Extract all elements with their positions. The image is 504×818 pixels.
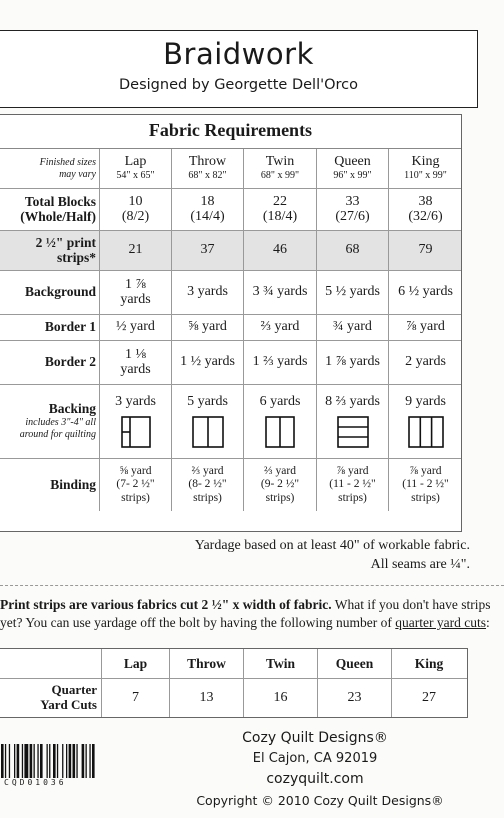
size-note-line-2: may vary (59, 168, 96, 180)
total-blocks-label-line-1: Total Blocks (24, 194, 96, 210)
barcode-text: CQD01036 (4, 778, 67, 787)
size-note-cell (0, 149, 100, 188)
backing-yardage: 6 yards (259, 394, 301, 410)
border2-label: Border 2 (44, 354, 96, 370)
quarter-header: Queen (318, 649, 392, 678)
backing-label: Backing (48, 401, 96, 417)
yardage-unit: yards (120, 361, 151, 377)
size-name: King (411, 154, 440, 170)
company-url[interactable]: cozyquilt.com (266, 771, 364, 787)
total-blocks-label (0, 189, 100, 230)
barcode-bar (24, 744, 28, 778)
block-split: (18/4) (262, 208, 298, 224)
backing-yardage: 9 yards (405, 394, 446, 410)
binding-cell (317, 459, 389, 511)
yardage: 1 ⅔ yards (252, 354, 308, 370)
barcode-bar (62, 744, 63, 778)
binding-strip-count: (9- 2 ½" (260, 478, 300, 491)
binding-yardage: ⅞ yard (409, 465, 442, 478)
binding-row (0, 459, 461, 511)
quarter-label-cell (0, 679, 102, 717)
company-city: El Cajon, CA 92019 (252, 751, 378, 766)
total-blocks-cell (317, 189, 389, 230)
size-name: Queen (334, 154, 371, 170)
strips-note-text: What if you don't have strips yet? You can use yardage off the bolt by having the following number of (0, 597, 491, 630)
barcode-bar (92, 744, 95, 778)
size-name: Lap (124, 154, 147, 170)
barcode-bar (22, 744, 23, 778)
block-count: 18 (200, 193, 215, 209)
total-blocks-cell (244, 189, 317, 230)
barcode-bar (1, 744, 4, 778)
barcode-bar (14, 744, 15, 778)
binding-strip-unit: strips) (193, 491, 222, 504)
quarter-value: 7 (102, 679, 170, 717)
barcode-bar (49, 744, 50, 778)
strips-note-bold: Print strips are various fabrics cut 2 ½" x width of fabric. (0, 597, 332, 612)
quarter-value: 13 (170, 679, 244, 717)
border1-label: Border 1 (44, 319, 96, 335)
yardage: 6 ½ yards (398, 284, 453, 300)
border1-cell: ⅞ yard (406, 319, 445, 335)
backing-yardage: 3 yards (115, 394, 156, 410)
barcode-bar (17, 744, 20, 778)
fabric-requirements-heading: Fabric Requirements (0, 115, 461, 149)
yardage: 3 ¾ yards (252, 284, 308, 300)
background-row (0, 271, 461, 315)
size-cell (244, 149, 317, 188)
size-cell (172, 149, 244, 188)
border1-cell: ¾ yard (317, 315, 389, 340)
total-blocks-row (0, 189, 461, 231)
barcode-icon (0, 744, 124, 778)
binding-label-cell (0, 459, 100, 511)
print-strips-label-line-2: strips* (56, 249, 96, 265)
size-cell (389, 149, 462, 188)
quarter-header-blank (0, 649, 102, 678)
total-blocks-label-line-2: (Whole/Half) (20, 208, 96, 224)
binding-cell (244, 459, 317, 511)
yardage-fraction: 1 ⅞ (125, 276, 146, 292)
pattern-title: Braidwork (163, 37, 314, 71)
block-split: (27/6) (335, 208, 370, 224)
barcode-bar (53, 744, 56, 778)
quarter-value: 23 (318, 679, 392, 717)
backing-note-line-1: includes 3"-4" all (25, 416, 96, 428)
border2-cell (100, 341, 172, 384)
quarter-label-line-2: Yard Cuts (40, 697, 97, 712)
size-name: Throw (188, 154, 227, 170)
yardage: 1 ½ yards (180, 354, 235, 370)
border1-row (0, 315, 461, 341)
strips-note-underlined: quarter yard cuts (395, 615, 487, 630)
binding-yardage: ⅔ yard (191, 465, 224, 478)
dashed-divider (0, 585, 504, 586)
size-dimensions: 96" x 99" (333, 170, 372, 182)
size-note-line-1: Finished sizes (39, 156, 96, 168)
binding-label: Binding (50, 476, 96, 492)
yardage: 1 ⅞ yards (325, 354, 380, 370)
yardage: 2 yards (405, 354, 446, 370)
quarter-header: King (414, 655, 444, 671)
background-label-cell (0, 271, 100, 314)
barcode-bar (69, 744, 72, 778)
backing-lap-icon (121, 416, 151, 448)
binding-strip-count: (7- 2 ½" (116, 478, 155, 491)
background-cell (317, 271, 389, 314)
size-dimensions: 54" x 65" (116, 170, 155, 182)
block-split: (8/2) (121, 208, 150, 224)
barcode-bar (9, 744, 10, 778)
quarter-header-row (0, 649, 467, 679)
title-box (0, 30, 478, 108)
barcode-bar (57, 744, 58, 778)
total-blocks-cell (100, 189, 172, 230)
block-split: (32/6) (408, 208, 443, 224)
binding-yardage: ⅞ yard (336, 465, 369, 478)
strips-note (0, 596, 500, 632)
copyright: Copyright © 2010 Cozy Quilt Designs® (196, 793, 444, 808)
print-strips-row (0, 231, 461, 271)
barcode-bar (86, 744, 87, 778)
sizes-row (0, 149, 461, 189)
barcode-bar (66, 744, 67, 778)
backing-cell (244, 385, 317, 458)
backing-yardage: 8 ⅔ yards (325, 394, 380, 410)
binding-strip-unit: strips) (411, 491, 440, 504)
backing-twin-icon (265, 416, 295, 448)
barcode-bar (34, 744, 35, 778)
backing-cell (172, 385, 244, 458)
binding-cell (100, 459, 172, 511)
quarter-header: Twin (244, 649, 318, 678)
binding-strip-unit: strips) (265, 491, 295, 504)
strips-note-end: : (486, 615, 490, 630)
background-label: Background (24, 284, 96, 300)
barcode-bar (82, 744, 85, 778)
backing-cell (389, 385, 462, 458)
designer-credit: Designed by Georgette Dell'Orco (119, 77, 358, 93)
yardage-fraction: 1 ⅛ (125, 346, 146, 362)
binding-strip-count: (11 - 2 ½" (329, 478, 376, 491)
yardage-unit: yards (120, 291, 151, 307)
size-cell (317, 149, 389, 188)
block-count: 33 (345, 193, 360, 209)
yardage: 5 ½ yards (325, 284, 380, 300)
quarter-value: 27 (422, 690, 436, 705)
size-name: Twin (265, 154, 295, 170)
barcode-bar (37, 744, 38, 778)
yardage-note-line-1: Yardage based on at least 40" of workable fabric. (194, 538, 470, 553)
barcode-bar (47, 744, 48, 778)
quarter-label-line-1: Quarter (51, 682, 97, 698)
binding-strip-unit: strips) (338, 491, 367, 504)
backing-label-cell (0, 385, 100, 458)
backing-king-icon (408, 416, 444, 448)
background-cell (389, 271, 462, 314)
block-count: 38 (418, 193, 433, 209)
fabric-requirements-table (0, 114, 462, 532)
yardage: 3 yards (187, 284, 228, 300)
company-name: Cozy Quilt Designs® (242, 730, 388, 746)
border1-cell: ½ yard (100, 315, 172, 340)
binding-yardage: ⅔ yard (264, 465, 296, 478)
total-blocks-cell (389, 189, 462, 230)
size-dimensions: 68" x 82" (188, 170, 227, 182)
print-strips-cell: 21 (100, 231, 172, 270)
yardage-note (195, 536, 470, 574)
quarter-header: Lap (102, 649, 170, 678)
backing-cell (317, 385, 389, 458)
print-strips-cell: 79 (418, 242, 433, 258)
backing-yardage: 5 yards (187, 394, 228, 410)
block-split: (14/4) (190, 208, 225, 224)
block-count: 10 (128, 193, 143, 209)
binding-cell (172, 459, 244, 511)
print-strips-cell: 46 (244, 231, 317, 270)
backing-note-line-2: around for quilting (19, 428, 96, 440)
total-blocks-cell (172, 189, 244, 230)
binding-cell (389, 459, 462, 511)
print-strips-cell: 37 (172, 231, 244, 270)
binding-strip-unit: strips) (121, 491, 150, 504)
quarter-header: Throw (170, 649, 244, 678)
backing-row (0, 385, 461, 459)
barcode-bar (5, 744, 6, 778)
border2-label-cell (0, 341, 100, 384)
border1-cell: ⅔ yard (244, 315, 317, 340)
print-strips-label-line-1: 2 ½" print (35, 235, 96, 251)
quarter-value: 16 (244, 679, 318, 717)
backing-cell (100, 385, 172, 458)
barcode-bar (73, 744, 76, 778)
binding-strip-count: (8- 2 ½" (188, 478, 227, 491)
border1-cell: ⅝ yard (172, 315, 244, 340)
block-count: 22 (273, 193, 287, 209)
border2-cell (172, 341, 244, 384)
quarter-values-row (0, 679, 467, 717)
border2-row (0, 341, 461, 385)
backing-throw-icon (192, 416, 224, 448)
barcode-bar (40, 744, 43, 778)
barcode-bar (30, 744, 33, 778)
size-dimensions: 110" x 99" (404, 170, 447, 182)
size-cell (100, 149, 172, 188)
size-dimensions: 68" x 99" (260, 170, 300, 182)
binding-strip-count: (11 - 2 ½" (402, 478, 449, 491)
background-cell (100, 271, 172, 314)
border2-cell (317, 341, 389, 384)
print-strips-label (0, 231, 100, 270)
background-cell (244, 271, 317, 314)
barcode-bar (76, 744, 77, 778)
barcode-bar (89, 744, 90, 778)
background-cell (172, 271, 244, 314)
quarter-yard-table (0, 648, 468, 718)
binding-yardage: ⅝ yard (119, 465, 152, 478)
backing-queen-icon (337, 416, 369, 448)
border1-label-cell (0, 315, 100, 340)
yardage-note-line-2: All seams are ¼". (370, 557, 470, 572)
print-strips-cell: 68 (317, 231, 389, 270)
border2-cell (244, 341, 317, 384)
border2-cell (389, 341, 462, 384)
